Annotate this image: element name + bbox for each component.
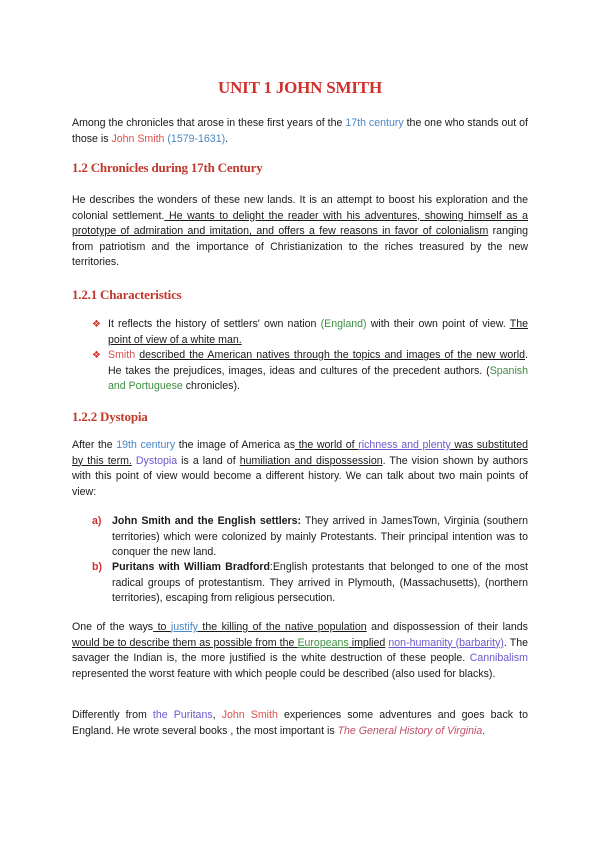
list-item <box>92 560 528 607</box>
char2-text-b: described the American natives through the topics and images of the new world <box>139 349 526 361</box>
europeans-term: Europeans <box>297 636 349 649</box>
chronicles-paragraph <box>72 193 528 271</box>
list-item <box>92 348 528 395</box>
dys-text-b: the image of America as <box>175 439 295 451</box>
list-marker-a: a) <box>92 515 102 527</box>
dys-text-a: After the <box>72 439 117 451</box>
john-smith-name: John Smith <box>111 132 165 145</box>
intro-end: . <box>225 132 229 145</box>
england-label: (England) <box>320 318 367 330</box>
john-smith-name-2: John Smith <box>221 709 278 721</box>
dystopia-paragraph <box>72 438 528 500</box>
diff-text-a: Differently from <box>72 709 153 721</box>
non-humanity-term: non-humanity (barbarity) <box>388 636 504 649</box>
ways-text-h: . The savager the Indian is, the more justified is the white destruction of these people. <box>72 636 528 664</box>
dys-text-g: . The vision shown by authors with this point of view would become a different history. We can talk about two main points of view: <box>72 454 528 498</box>
richness-plenty-label: richness and plenty <box>358 439 451 451</box>
diff-text-d: . <box>482 724 486 737</box>
ways-text-b: to <box>153 621 171 633</box>
puritans-term: the Puritans <box>152 709 213 721</box>
point-a-body: They arrived in JamesTown, Virginia (southern territories) which were colonized by mainly Protestants. Their principal intention was to conquer the new land. <box>112 515 528 558</box>
cannibalism-term: Cannibalism <box>469 652 528 664</box>
char2-text-d: chronicles). <box>182 380 240 392</box>
point-a-heading: John Smith and the English settlers: <box>112 515 302 527</box>
chron-text-c: ranging from patriotism and the importance of Christianization to the riches treasured by the new territories. <box>72 225 528 268</box>
ways-text-d: and dispossession of their lands <box>366 621 528 633</box>
section-heading-characteristics: 1.2.1 Characteristics <box>72 287 182 302</box>
diff-text-c: experiences some adventures and goes back to England. He wrote several books , the most important is <box>72 709 528 737</box>
char2-text-c: . He takes the prejudices, images, ideas and cultures of the precedent authors. ( <box>108 349 528 377</box>
book-title: The General History of Virginia <box>337 724 483 737</box>
point-b-heading: Puritans with William Bradford <box>112 561 270 573</box>
char1-text-a: It reflects the history of settlers' own nation <box>108 318 321 330</box>
humiliation-label: humiliation and dispossession <box>239 454 383 467</box>
char1-text-c: The point of view of a white man. <box>108 318 529 346</box>
diamond-bullet-icon: ❖ <box>92 319 101 330</box>
dys-text-c: the world of <box>295 439 359 451</box>
list-marker-b: b) <box>92 561 102 573</box>
justify-term: justify <box>170 621 198 633</box>
spanish-portuguese-label: Spanish and Portuguese <box>108 364 528 392</box>
ways-text-e: would be to describe them as possible from the <box>72 636 298 649</box>
page-title: UNIT 1 JOHN SMITH <box>218 78 382 97</box>
section-heading-chronicles: 1.2 Chronicles during 17th Century <box>72 160 263 175</box>
century-19-label: 19th century <box>116 439 176 451</box>
ways-paragraph <box>72 620 528 682</box>
section-heading-dystopia: 1.2.2 Dystopia <box>72 409 148 424</box>
ways-text-c: the killing of the native population <box>197 621 367 633</box>
ways-text-a: One of the ways <box>72 621 154 633</box>
intro-text: Among the chronicles that arose in these first years of the <box>72 117 346 129</box>
century-17-label: 17th century <box>345 117 404 129</box>
differently-paragraph <box>72 708 528 739</box>
dystopia-term: Dystopia <box>135 454 178 467</box>
diamond-bullet-icon: ❖ <box>92 350 101 361</box>
ways-text-i: represented the worst feature with which people could be described (also used for blacks). <box>72 667 496 680</box>
ways-text-f: implied <box>348 636 386 649</box>
dys-text-f: is a land of <box>177 454 240 467</box>
point-b-body: :English protestants that belonged to one of the most radical groups of protestantism. They arrived in Plymouth, (Massachusetts), (northern territories), escaping from religious persecution. <box>112 561 528 604</box>
chron-text-b: He wants to delight the reader with his adventures, showing himself as a prototype of admiration and imitation, and offers a few reasons in favor of colonialism <box>72 209 528 237</box>
chron-text-a: He describes the wonders of these new lands. It is an attempt to boost his exploration and the colonial settlement. <box>72 194 528 222</box>
list-item <box>92 317 528 348</box>
intro-text-2: the one who stands out of those is <box>72 117 528 145</box>
smith-name: Smith <box>108 349 136 361</box>
john-smith-dates: (1579-1631) <box>164 132 226 145</box>
list-item <box>92 514 528 561</box>
dys-text-d: was substituted by this term. <box>72 439 529 467</box>
diff-text-b: , <box>212 709 222 721</box>
char1-text-b: with their own point of view. <box>366 318 510 330</box>
intro-paragraph <box>72 116 528 147</box>
